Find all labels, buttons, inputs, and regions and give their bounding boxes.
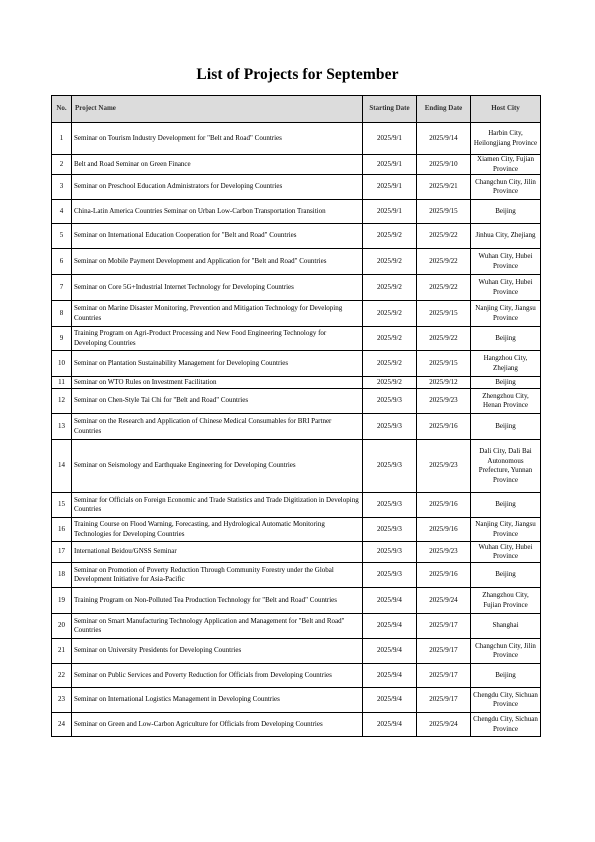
project-name-cell: Training Program on Agri-Product Processing and New Food Engineering Technology for Developing Countries (72, 327, 363, 351)
starting-date-cell: 2025/9/2 (363, 327, 417, 351)
project-name-cell: Seminar on Seismology and Earthquake Engineering for Developing Countries (72, 440, 363, 493)
ending-date-cell: 2025/9/17 (417, 639, 471, 664)
project-name-cell: Seminar on Tourism Industry Development for "Belt and Road" Countries (72, 123, 363, 155)
project-name-cell: Training Course on Flood Warning, Forecasting, and Hydrological Automatic Monitoring Technologies for Developing Countries (72, 518, 363, 542)
row-number: 13 (52, 414, 72, 440)
ending-date-cell: 2025/9/23 (417, 542, 471, 563)
host-city-cell: Changchun City, Jilin Province (471, 639, 541, 664)
row-number: 6 (52, 249, 72, 275)
ending-date-cell: 2025/9/22 (417, 275, 471, 301)
host-city-cell: Beijing (471, 493, 541, 518)
table-header-row (52, 96, 541, 123)
project-name-cell: Seminar on Green and Low-Carbon Agriculture for Officials from Developing Countries (72, 713, 363, 737)
host-city-cell: Beijing (471, 327, 541, 351)
row-number: 8 (52, 301, 72, 327)
project-name-cell: China-Latin America Countries Seminar on Urban Low-Carbon Transportation Transition (72, 200, 363, 224)
host-city-cell: Beijing (471, 200, 541, 224)
column-header-ending-date: Ending Date (417, 96, 471, 123)
host-city-cell: Harbin City, Heilongjiang Province (471, 123, 541, 155)
row-number: 4 (52, 200, 72, 224)
row-number: 23 (52, 688, 72, 713)
row-number: 20 (52, 614, 72, 639)
ending-date-cell: 2025/9/16 (417, 414, 471, 440)
project-name-cell: Seminar on WTO Rules on Investment Facilitation (72, 377, 363, 389)
host-city-cell: Wuhan City, Hubei Province (471, 249, 541, 275)
starting-date-cell: 2025/9/1 (363, 155, 417, 175)
ending-date-cell: 2025/9/10 (417, 155, 471, 175)
project-name-cell: Seminar on Marine Disaster Monitoring, Prevention and Mitigation Technology for Developing Countries (72, 301, 363, 327)
projects-table (51, 95, 541, 737)
starting-date-cell: 2025/9/2 (363, 224, 417, 249)
column-header-host-city: Host City (471, 96, 541, 123)
project-name-cell: Seminar on International Education Cooperation for "Belt and Road" Countries (72, 224, 363, 249)
starting-date-cell: 2025/9/2 (363, 351, 417, 377)
table-row (52, 200, 541, 224)
ending-date-cell: 2025/9/24 (417, 713, 471, 737)
project-name-cell: Seminar on Core 5G+Industrial Internet Technology for Developing Countries (72, 275, 363, 301)
table-row (52, 542, 541, 563)
row-number: 7 (52, 275, 72, 301)
ending-date-cell: 2025/9/24 (417, 588, 471, 614)
starting-date-cell: 2025/9/4 (363, 713, 417, 737)
table-row (52, 713, 541, 737)
starting-date-cell: 2025/9/3 (363, 542, 417, 563)
table-row (52, 588, 541, 614)
project-name-cell: Seminar on Mobile Payment Development and Application for "Belt and Road" Countries (72, 249, 363, 275)
starting-date-cell: 2025/9/2 (363, 301, 417, 327)
ending-date-cell: 2025/9/17 (417, 688, 471, 713)
ending-date-cell: 2025/9/23 (417, 440, 471, 493)
ending-date-cell: 2025/9/21 (417, 175, 471, 200)
starting-date-cell: 2025/9/4 (363, 639, 417, 664)
ending-date-cell: 2025/9/16 (417, 493, 471, 518)
table-row (52, 155, 541, 175)
ending-date-cell: 2025/9/22 (417, 327, 471, 351)
starting-date-cell: 2025/9/3 (363, 563, 417, 588)
ending-date-cell: 2025/9/22 (417, 249, 471, 275)
table-row (52, 518, 541, 542)
row-number: 17 (52, 542, 72, 563)
project-name-cell: Seminar on Chen-Style Tai Chi for "Belt and Road" Countries (72, 389, 363, 414)
row-number: 16 (52, 518, 72, 542)
table-row (52, 377, 541, 389)
starting-date-cell: 2025/9/4 (363, 664, 417, 688)
table-row (52, 440, 541, 493)
row-number: 21 (52, 639, 72, 664)
table-row (52, 639, 541, 664)
project-name-cell: Seminar on Promotion of Poverty Reduction Through Community Forestry under the Global Development Initiative for Asia-Pacific (72, 563, 363, 588)
table-row (52, 351, 541, 377)
starting-date-cell: 2025/9/1 (363, 175, 417, 200)
row-number: 14 (52, 440, 72, 493)
host-city-cell: Zhengzhou City, Henan Province (471, 389, 541, 414)
host-city-cell: Wuhan City, Hubei Province (471, 275, 541, 301)
row-number: 22 (52, 664, 72, 688)
table-row (52, 301, 541, 327)
row-number: 3 (52, 175, 72, 200)
host-city-cell: Nanjing City, Jiangsu Province (471, 301, 541, 327)
project-name-cell: Seminar on Preschool Education Administrators for Developing Countries (72, 175, 363, 200)
ending-date-cell: 2025/9/16 (417, 563, 471, 588)
starting-date-cell: 2025/9/3 (363, 518, 417, 542)
host-city-cell: Chengdu City, Sichuan Province (471, 688, 541, 713)
project-name-cell: Seminar on University Presidents for Developing Countries (72, 639, 363, 664)
row-number: 11 (52, 377, 72, 389)
starting-date-cell: 2025/9/1 (363, 123, 417, 155)
table-row (52, 327, 541, 351)
table-row (52, 614, 541, 639)
table-row (52, 275, 541, 301)
ending-date-cell: 2025/9/17 (417, 664, 471, 688)
starting-date-cell: 2025/9/2 (363, 377, 417, 389)
ending-date-cell: 2025/9/23 (417, 389, 471, 414)
column-header-starting-date: Starting Date (363, 96, 417, 123)
table-row (52, 389, 541, 414)
project-name-cell: Belt and Road Seminar on Green Finance (72, 155, 363, 175)
ending-date-cell: 2025/9/15 (417, 351, 471, 377)
host-city-cell: Nanjing City, Jiangsu Province (471, 518, 541, 542)
table-row (52, 224, 541, 249)
starting-date-cell: 2025/9/3 (363, 493, 417, 518)
project-name-cell: Seminar on Plantation Sustainability Management for Developing Countries (72, 351, 363, 377)
host-city-cell: Chengdu City, Sichuan Province (471, 713, 541, 737)
starting-date-cell: 2025/9/2 (363, 249, 417, 275)
project-name-cell: Seminar on International Logistics Management in Developing Countries (72, 688, 363, 713)
host-city-cell: Beijing (471, 414, 541, 440)
row-number: 1 (52, 123, 72, 155)
project-name-cell: Seminar for Officials on Foreign Economic and Trade Statistics and Trade Digitization in Developing Countries (72, 493, 363, 518)
table-row (52, 664, 541, 688)
host-city-cell: Jinhua City, Zhejiang (471, 224, 541, 249)
row-number: 18 (52, 563, 72, 588)
ending-date-cell: 2025/9/22 (417, 224, 471, 249)
host-city-cell: Beijing (471, 377, 541, 389)
ending-date-cell: 2025/9/14 (417, 123, 471, 155)
project-name-cell: Seminar on Public Services and Poverty Reduction for Officials from Developing Countries (72, 664, 363, 688)
host-city-cell: Dali City, Dali Bai Autonomous Prefecture, Yunnan Province (471, 440, 541, 493)
starting-date-cell: 2025/9/4 (363, 588, 417, 614)
table-row (52, 563, 541, 588)
row-number: 12 (52, 389, 72, 414)
project-name-cell: Seminar on Smart Manufacturing Technology Application and Management for "Belt and Road" Countries (72, 614, 363, 639)
column-header-project-name: Project Name (72, 96, 363, 123)
row-number: 24 (52, 713, 72, 737)
table-body (52, 123, 541, 737)
row-number: 2 (52, 155, 72, 175)
ending-date-cell: 2025/9/12 (417, 377, 471, 389)
row-number: 5 (52, 224, 72, 249)
project-name-cell: Seminar on the Research and Application of Chinese Medical Consumables for BRI Partner Countries (72, 414, 363, 440)
table-row (52, 123, 541, 155)
page-title: List of Projects for September (196, 66, 399, 83)
table-row (52, 688, 541, 713)
project-name-cell: International Beidou/GNSS Seminar (72, 542, 363, 563)
project-name-cell: Training Program on Non-Polluted Tea Production Technology for "Belt and Road" Countries (72, 588, 363, 614)
starting-date-cell: 2025/9/4 (363, 614, 417, 639)
table-row (52, 493, 541, 518)
starting-date-cell: 2025/9/1 (363, 200, 417, 224)
host-city-cell: Xiamen City, Fujian Province (471, 155, 541, 175)
starting-date-cell: 2025/9/4 (363, 688, 417, 713)
table-row (52, 175, 541, 200)
ending-date-cell: 2025/9/15 (417, 200, 471, 224)
column-header-no: No. (52, 96, 72, 123)
starting-date-cell: 2025/9/3 (363, 389, 417, 414)
row-number: 10 (52, 351, 72, 377)
starting-date-cell: 2025/9/3 (363, 414, 417, 440)
starting-date-cell: 2025/9/3 (363, 440, 417, 493)
starting-date-cell: 2025/9/2 (363, 275, 417, 301)
ending-date-cell: 2025/9/16 (417, 518, 471, 542)
host-city-cell: Beijing (471, 664, 541, 688)
table-row (52, 249, 541, 275)
host-city-cell: Zhangzhou City, Fujian Province (471, 588, 541, 614)
host-city-cell: Hangzhou City, Zhejiang (471, 351, 541, 377)
host-city-cell: Beijing (471, 563, 541, 588)
row-number: 19 (52, 588, 72, 614)
host-city-cell: Wuhan City, Hubei Province (471, 542, 541, 563)
table-row (52, 414, 541, 440)
host-city-cell: Changchun City, Jilin Province (471, 175, 541, 200)
row-number: 9 (52, 327, 72, 351)
host-city-cell: Shanghai (471, 614, 541, 639)
row-number: 15 (52, 493, 72, 518)
ending-date-cell: 2025/9/15 (417, 301, 471, 327)
ending-date-cell: 2025/9/17 (417, 614, 471, 639)
